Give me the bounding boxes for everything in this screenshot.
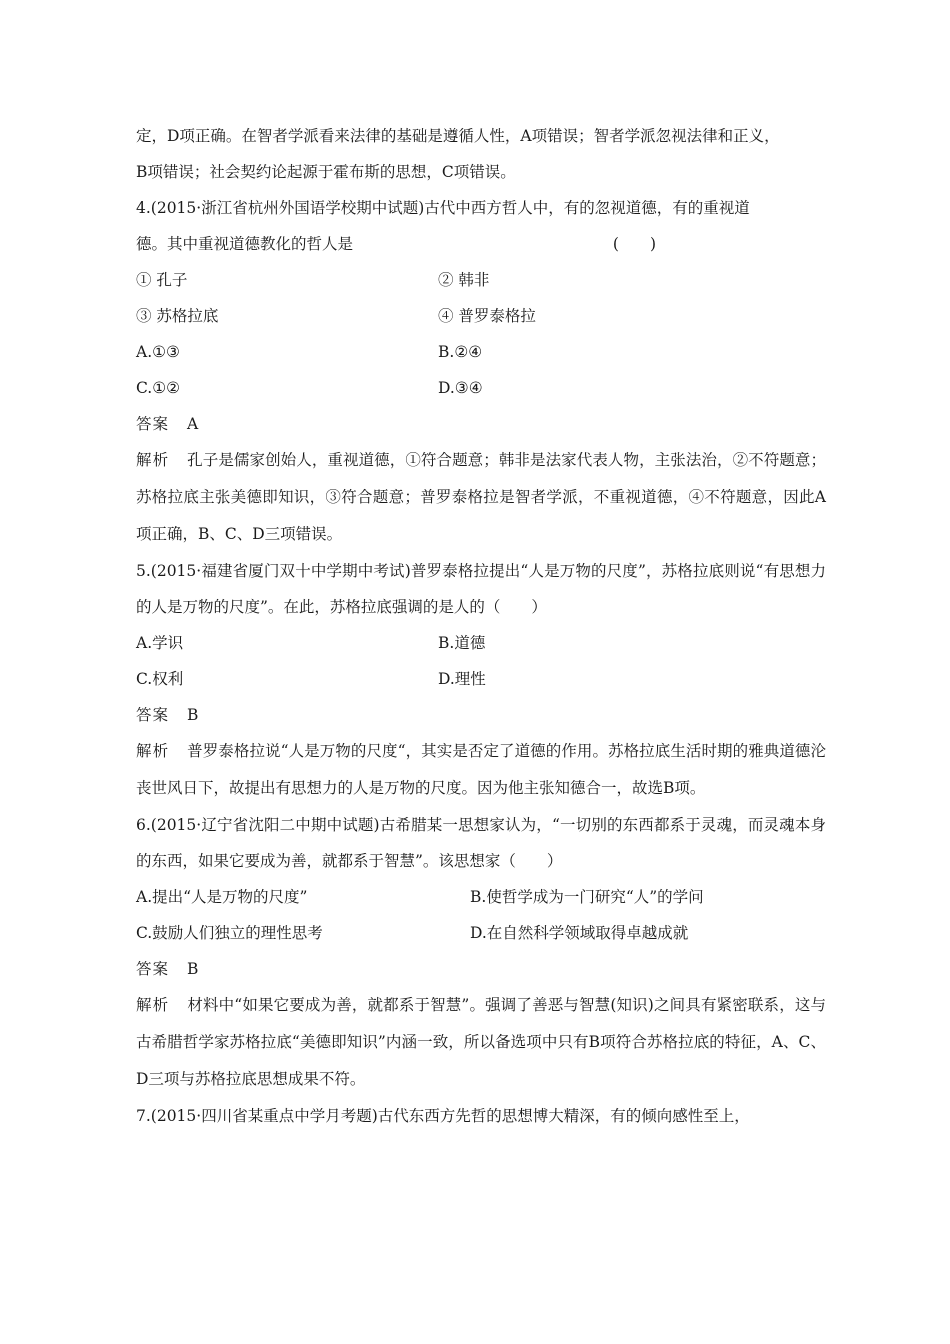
q5-analysis-label: 解析 (136, 742, 170, 760)
intro-line-2: B项错误；社会契约论起源于霍布斯的思想，C项错误。 (136, 163, 516, 181)
q4-analysis-label: 解析 (136, 451, 170, 469)
q4-stem-line-2 (136, 226, 826, 262)
q4-analysis (136, 442, 826, 553)
intro-line-1: 定，D项正确。在智者学派看来法律的基础是遵循人性，A项错误；智者学派忽视法律和正义， (136, 127, 780, 145)
q7-stem: 7.(2015·四川省某重点中学月考题)古代东西方先哲的思想博大精深，有的倾向感性至上， (136, 1107, 750, 1125)
q5-stem: 5.(2015·福建省厦门双十中学期中考试)普罗泰格拉提出“人是万物的尺度”，苏格拉底则说“有思想力的人是万物的尺度”。在此，苏格拉底强调的是人的（ ） (136, 562, 826, 616)
q5-option-d: D.理性 (438, 670, 486, 688)
q4-options-row-1 (136, 334, 826, 370)
q6-option-d: D.在自然科学领域取得卓越成就 (470, 924, 689, 942)
q4-item-4: ④ 普罗泰格拉 (438, 307, 536, 325)
q4-items-row-2 (136, 298, 826, 334)
q4-option-d: D.③④ (438, 379, 483, 397)
q4-answer-blank: ( ) (612, 235, 656, 253)
q6-answer-label: 答案 (136, 960, 170, 978)
q6-analysis-text: 材料中“如果它要成为善，就都系于智慧”。强调了善恶与智慧(知识)之间具有紧密联系，这与古希腊哲学家苏格拉底“美德即知识”内涵一致，所以备选项中只有B项符合苏格拉底的特征，A、C、D三项与苏格拉底思想成果不符。 (136, 996, 826, 1088)
q6-option-c: C.鼓励人们独立的理性思考 (136, 924, 323, 942)
q6-option-b: B.使哲学成为一门研究“人”的学问 (470, 888, 704, 906)
q4-option-b: B.②④ (438, 343, 483, 361)
q6-answer (136, 951, 826, 987)
q4-items-row-1 (136, 262, 826, 298)
q5-analysis-text: 普罗泰格拉说“人是万物的尺度“，其实是否定了道德的作用。苏格拉底生活时期的雅典道德沦丧世风日下，故提出有思想力的人是万物的尺度。因为他主张知德合一，故选B项。 (136, 742, 826, 797)
q5-option-c: C.权利 (136, 670, 184, 688)
q6-option-a: A.提出“人是万物的尺度” (136, 888, 308, 906)
q5-options-row-1 (136, 625, 826, 661)
q4-option-c: C.①② (136, 379, 181, 397)
q4-answer-value: A (187, 415, 199, 433)
q5-answer-label: 答案 (136, 706, 170, 724)
q5-option-b: B.道德 (438, 634, 486, 652)
q6-options-row-1 (136, 879, 826, 915)
q4-item-2: ② 韩非 (438, 271, 490, 289)
q4-options-row-2 (136, 370, 826, 406)
q4-answer (136, 406, 826, 442)
q4-item-1: ① 孔子 (136, 271, 188, 289)
q6-options-row-2 (136, 915, 826, 951)
q5-answer-value: B (187, 706, 199, 724)
q5-answer (136, 697, 826, 733)
q4-answer-label: 答案 (136, 415, 170, 433)
q5-option-a: A.学识 (136, 634, 184, 652)
q4-option-a: A.①③ (136, 343, 180, 361)
q5-analysis (136, 733, 826, 807)
q6-analysis (136, 987, 826, 1098)
q6-answer-value: B (187, 960, 199, 978)
q5-options-row-2 (136, 661, 826, 697)
document-page (136, 118, 826, 1134)
q4-stem-text: 德。其中重视道德教化的哲人是 (136, 235, 354, 253)
q4-analysis-text: 孔子是儒家创始人，重视道德，①符合题意；韩非是法家代表人物，主张法治，②不符题意；苏格拉底主张美德即知识，③符合题意；普罗泰格拉是智者学派，不重视道德，④不符题意，因此A项正确，B、C、D三项错误。 (136, 451, 826, 543)
q4-stem-line-1: 4.(2015·浙江省杭州外国语学校期中试题)古代中西方哲人中，有的忽视道德，有的重视道 (136, 199, 750, 217)
q6-stem: 6.(2015·辽宁省沈阳二中期中试题)古希腊某一思想家认为，“一切别的东西都系于灵魂，而灵魂本身的东西，如果它要成为善，就都系于智慧”。该思想家（ ） (136, 816, 826, 870)
q6-analysis-label: 解析 (136, 996, 170, 1014)
q4-item-3: ③ 苏格拉底 (136, 307, 219, 325)
